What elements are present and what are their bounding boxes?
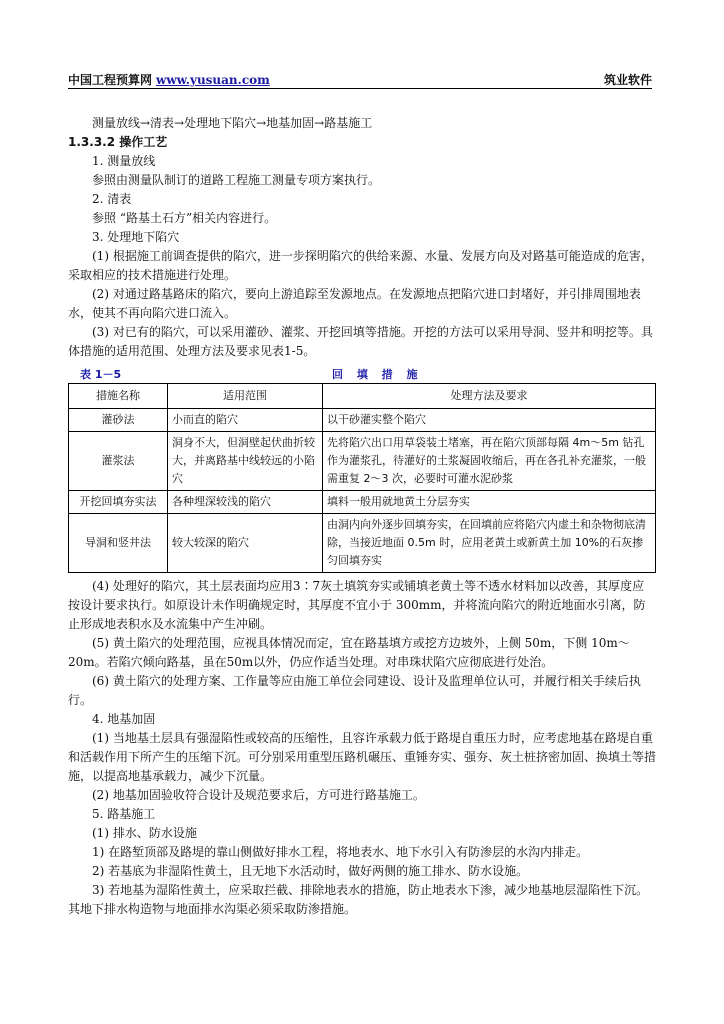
table-cell: 灌砂法 <box>69 409 168 432</box>
paragraph: (1) 排水、防水设施 <box>92 826 197 840</box>
table-cell: 以干砂灌实整个陷穴 <box>323 409 656 432</box>
table-cell: 导洞和竖井法 <box>69 514 168 573</box>
paragraph: 2. 清表 <box>92 192 132 206</box>
paragraph: 3. 处理地下陷穴 <box>92 230 180 244</box>
table-header-cell: 处理方法及要求 <box>323 384 656 409</box>
paragraph: (3) 对已有的陷穴，可以采用灌砂、灌浆、开挖回填等措施。开挖的方法可以采用导洞、竖井和明挖等。具体措施的适用范围、处理方法及要求见表1-5。 <box>68 325 653 358</box>
paragraph: (6) 黄土陷穴的处理方案、工作量等应由施工单位会同建设、设计及监理单位认可，并履行相关手续后执行。 <box>68 674 641 707</box>
table-row <box>69 432 656 491</box>
header-left <box>68 71 270 88</box>
page-header <box>68 70 652 89</box>
site-url-link[interactable]: www.yusuan.com <box>156 73 270 87</box>
table-cell: 先将陷穴出口用草袋装土堵塞，再在陷穴顶部每隔 4m～5m 钻孔作为灌浆孔，待灌好的土浆凝固收缩后，再在各孔补充灌浆，一般需重复 2～3 次，必要时可灌水泥砂浆 <box>323 432 656 491</box>
table-row <box>69 491 656 514</box>
site-name: 中国工程预算网 <box>68 73 153 87</box>
paragraph: 5. 路基施工 <box>92 807 156 821</box>
paragraph: 1. 测量放线 <box>92 154 156 168</box>
paragraph: (5) 黄土陷穴的处理范围，应视具体情况而定，宜在路基填方或挖方边坡外，上侧 50m，下侧 10m～20m。若陷穴倾向路基，虽在50m以外，仍应作适当处理。对串珠状陷穴应彻底进行处治。 <box>68 636 630 669</box>
paragraph: 参照由测量队制订的道路工程施工测量专项方案执行。 <box>92 173 381 187</box>
paragraph: 4. 地基加固 <box>92 712 156 726</box>
paragraph: 1) 在路堑顶部及路堤的靠山侧做好排水工程，将地表水、地下水引入有防渗层的水沟内排走。 <box>92 845 589 859</box>
paragraph: (2) 对通过路基路床的陷穴，要向上游追踪至发源地点。在发源地点把陷穴进口封堵好，并引排周围地表水，使其不再向陷穴进口流入。 <box>68 287 641 320</box>
flow-line: 测量放线→清表→处理地下陷穴→地基加固→路基施工 <box>92 116 373 130</box>
lower-section <box>68 577 656 919</box>
table-row <box>69 514 656 573</box>
paragraph: (4) 处理好的陷穴，其土层表面均应用3∶7灰土填筑夯实或铺填老黄土等不透水材料加以改善，其厚度应按设计要求执行。如原设计未作明确规定时，其厚度不宜小于 300mm，并将流向陷穴的附近地面水引离，防止形成地表积水及水流集中产生冲刷。 <box>68 579 646 631</box>
table-cell: 开挖回填夯实法 <box>69 491 168 514</box>
paragraph: 3) 若地基为湿陷性黄土，应采取拦截、排除地表水的措施，防止地表水下渗，减少地基地层湿陷性下沉。其地下排水构造物与地面排水沟渠必须采取防渗措施。 <box>68 883 649 916</box>
table-header-cell: 措施名称 <box>69 384 168 409</box>
table-cell: 由洞内向外逐步回填夯实，在回填前应将陷穴内虚土和杂物彻底清除，当接近地面 0.5m 时，应用老黄土或新黄土加 10%的石灰掺匀回填夯实 <box>323 514 656 573</box>
paragraph: 参照 “路基土石方”相关内容进行。 <box>92 211 277 225</box>
backfill-measures-table <box>68 383 656 573</box>
table-header-cell: 适用范围 <box>168 384 323 409</box>
table-cell: 小而直的陷穴 <box>168 409 323 432</box>
section-heading: 1.3.3.2 操作工艺 <box>68 135 168 149</box>
document-body <box>68 114 656 919</box>
paragraph: (1) 根据施工前调查提供的陷穴，进一步探明陷穴的供给来源、水量、发展方向及对路基可能造成的危害，采取相应的技术措施进行处理。 <box>68 249 653 282</box>
table-cell: 填料一般用就地黄土分层夯实 <box>323 491 656 514</box>
table-title: 回 填 措 施 <box>332 368 423 381</box>
table-row <box>69 409 656 432</box>
table-caption <box>68 361 656 383</box>
brand-name: 筑业软件 <box>603 73 652 87</box>
table-cell: 各种埋深较浅的陷穴 <box>168 491 323 514</box>
table-cell: 灌浆法 <box>69 432 168 491</box>
paragraph: (2) 地基加固验收符合设计及规范要求后，方可进行路基施工。 <box>92 788 425 802</box>
paragraph: 2) 若基底为非湿陷性黄土，且无地下水活动时，做好两侧的施工排水、防水设施。 <box>92 864 529 878</box>
table-header-row <box>69 384 656 409</box>
table-cell: 较大较深的陷穴 <box>168 514 323 573</box>
table-number: 表 1－5 <box>80 368 122 381</box>
paragraph: (1) 当地基土层具有强湿陷性或较高的压缩性，且容许承载力低于路堤自重压力时，应考虑地基在路堤自重和活载作用下所产生的压缩下沉。可分别采用重型压路机碾压、重锤夯实、强夯、灰土桩挤密加固、换填土等措施，以提高地基承载力，减少下沉量。 <box>68 731 657 783</box>
table-cell: 洞身不大，但洞壁起伏曲折较大，并离路基中线较远的小陷穴 <box>168 432 323 491</box>
